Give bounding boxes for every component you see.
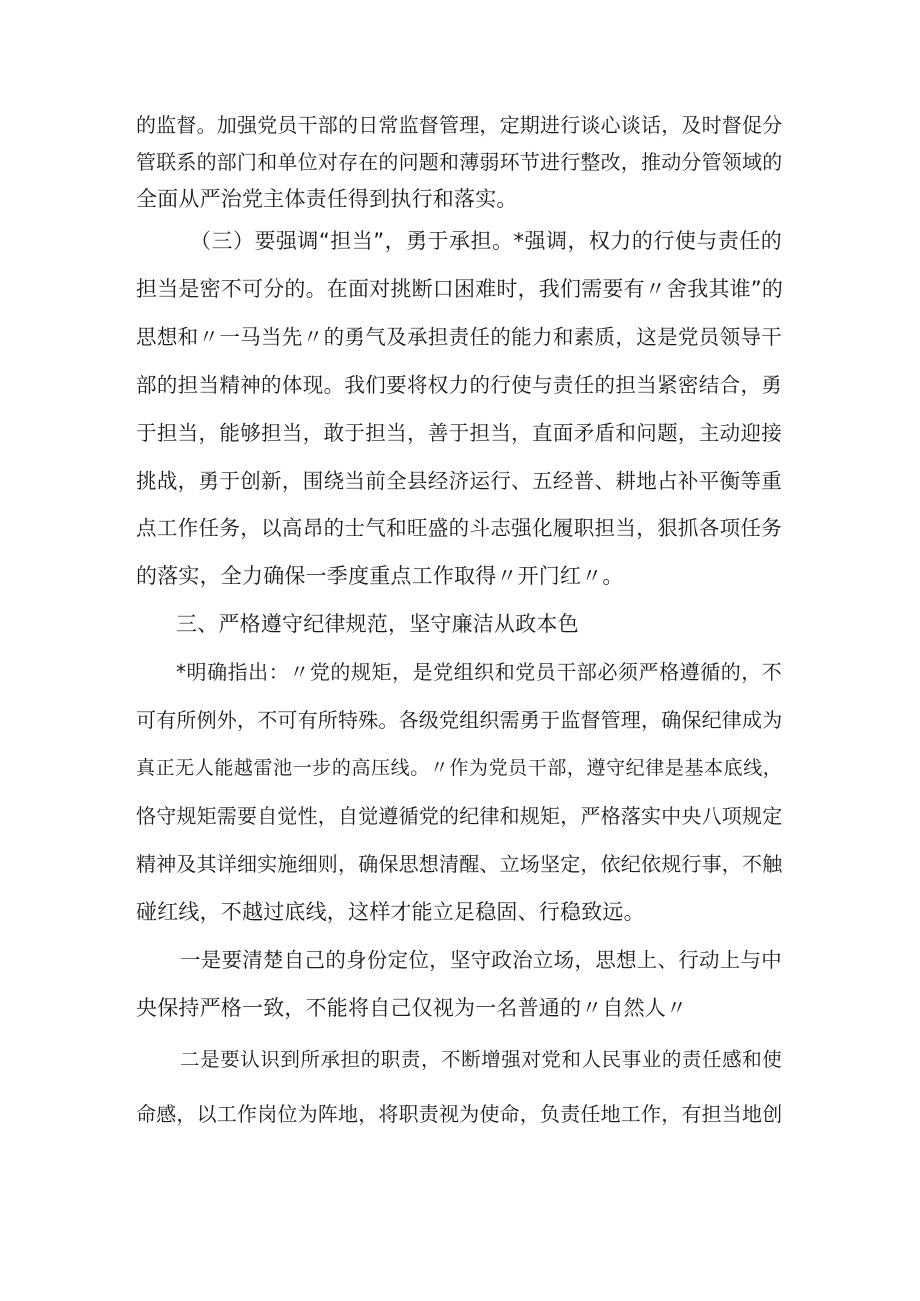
text-line: 的落实，全力确保一季度重点工作取得〃开门红〃。 — [136, 564, 624, 588]
text-line: 管联系的部门和单位对存在的问题和薄弱环节进行整改，推动分管领域的 — [136, 150, 783, 174]
text-line: 担当是密不可分的。在面对挑断口困难时，我们需要有〃舍我其谁”的 — [136, 277, 784, 301]
text-line: 二是要认识到所承担的职责，不断增强对党和人民事业的责任感和使 — [180, 1048, 782, 1071]
text-line: 碰红线，不越过底线，这样才能立足稳固、行稳致远。 — [136, 900, 645, 924]
text-line: 央保持严格一致，不能将自己仅视为一名普通的〃自然人〃 — [136, 996, 688, 1020]
text-line: 可有所例外，不可有所特殊。各级党组织需勇于监督管理，确保纪律成为 — [136, 708, 783, 732]
text-line: 部的担当精神的体现。我们要将权力的行使与责任的担当紧密结合，勇 — [136, 373, 782, 397]
section-heading: 三、严格遵守纪律规范，坚守廉洁从政本色 — [176, 612, 579, 636]
text-line: 的监督。加强党员干部的日常监督管理，定期进行谈心谈话，及时督促分 — [136, 113, 783, 137]
text-line: 点工作任务，以高昂的士气和旺盛的斗志强化履职担当，狠抓各项任务 — [136, 516, 782, 540]
text-line: 于担当，能够担当，敢于担当，善于担当，直面矛盾和问题，主动迎接 — [136, 421, 782, 445]
text-line: 思想和〃一马当先〃的勇气及承担责任的能力和素质，这是党员领导干 — [136, 325, 782, 349]
text-line: 一是要清楚自己的身份定位，坚守政治立场，思想上、行动上与中 — [180, 948, 782, 972]
text-line: 恪守规矩需要自觉性，自觉遵循党的纪律和规矩，严格落实中央八项规定 — [136, 804, 783, 828]
text-line: 全面从严治党主体责任得到执行和落实。 — [136, 187, 518, 211]
text-line: 挑战，勇于创新，围绕当前全县经济运行、五经普、耕地占补平衡等重 — [136, 469, 782, 493]
text-line: *明确指出：〃党的规矩，是党组织和党员干部必须严格遵循的，不 — [176, 660, 782, 684]
text-line: 精神及其详细实施细则，确保思想清醒、立场坚定，依纪依规行事，不触 — [136, 852, 783, 876]
text-line: 命感，以工作岗位为阵地，将职责视为使命，负责任地工作，有担当地创 — [136, 1102, 783, 1126]
text-line: 真正无人能越雷池一步的高压线。〃作为党员干部，遵守纪律是基本底线， — [136, 757, 782, 779]
text-line: （三）要强调“担当”，勇于承担。*强调，权力的行使与责任的 — [190, 229, 782, 253]
